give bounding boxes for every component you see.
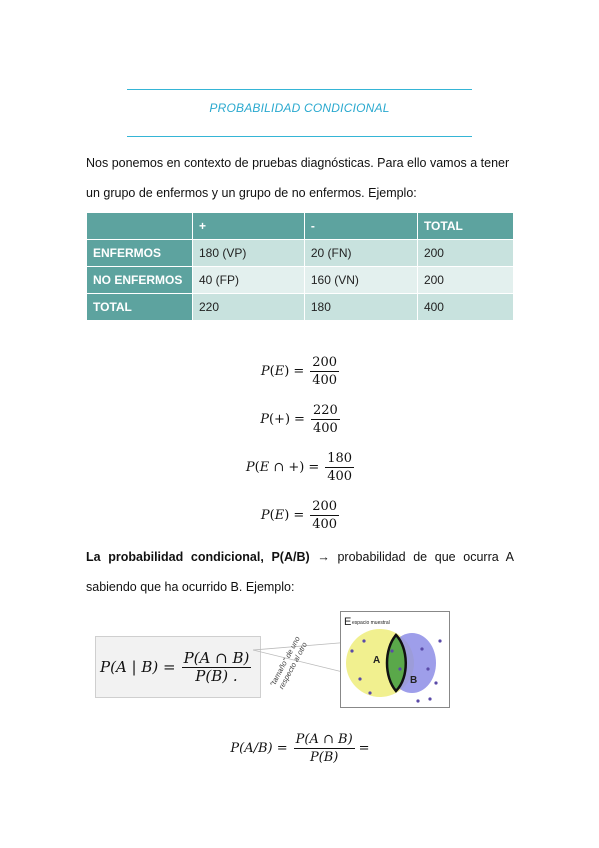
denominator: 400 — [312, 372, 338, 388]
final-denominator: P(B) — [309, 749, 339, 765]
table-cell: 180 (VP) — [193, 240, 304, 267]
table-row — [87, 267, 513, 294]
table-cell: 40 (FP) — [193, 267, 304, 294]
table-cell: 220 — [193, 294, 304, 321]
numerator: 200 — [312, 498, 338, 514]
table-row — [87, 240, 513, 267]
table-row — [87, 294, 513, 321]
size-note: "tamaño" de uno respecto al otro — [267, 634, 309, 691]
row-label: NO ENFERMOS — [87, 267, 192, 294]
venn-title-sub: espacio muestral — [352, 620, 390, 626]
bottom-rule — [127, 136, 472, 137]
row-label: ENFERMOS — [87, 240, 192, 267]
final-fraction — [294, 732, 355, 765]
table-cell: 200 — [418, 267, 513, 294]
fraction — [311, 403, 340, 436]
table-header-cell: TOTAL — [418, 213, 513, 240]
table-cell: 400 — [418, 294, 513, 321]
equation-p-e: P(E) = $\frac{200}{400}$ — [260, 354, 338, 388]
numerator: 200 — [312, 354, 338, 370]
intro-line-2: un grupo de enfermos y un grupo de no enfermos. Ejemplo: — [86, 186, 417, 200]
table-header-row — [87, 213, 513, 240]
conditional-probability-figure — [95, 608, 455, 712]
intro-line-1: Nos ponemos en contexto de pruebas diagnósticas. Para ello vamos a tener — [86, 156, 510, 170]
venn-label-a: A — [373, 655, 381, 666]
page-title: PROBABILIDAD CONDICIONAL — [209, 101, 390, 115]
fraction — [325, 451, 354, 484]
denominator: 400 — [312, 420, 338, 436]
venn-title-e: E — [344, 616, 352, 628]
fraction — [310, 499, 339, 532]
final-equation — [200, 728, 400, 768]
numerator: 220 — [312, 402, 338, 418]
equation-p-plus: P(+) = $\frac{220}{400}$ — [260, 402, 338, 436]
table-cell: 180 — [305, 294, 417, 321]
row-label: TOTAL — [87, 294, 192, 321]
final-tail: = — [358, 740, 370, 756]
table-cell: 200 — [418, 240, 513, 267]
denominator: 400 — [327, 468, 353, 484]
venn-label-b: B — [410, 675, 418, 686]
final-numerator: P(A ∩ B) — [295, 731, 353, 747]
equation-p-e-and-plus: P(E ∩ +) = $\frac{180}{400}$ — [245, 450, 353, 484]
formula-denominator: P(B) . — [195, 666, 238, 685]
intro-paragraph — [86, 148, 514, 208]
fraction — [310, 355, 339, 388]
formula-fraction — [182, 648, 252, 685]
table-header-cell: - — [305, 213, 417, 240]
formula-box — [95, 636, 261, 698]
denominator: 400 — [312, 516, 338, 532]
table-header-cell — [87, 213, 192, 240]
contingency-table — [86, 213, 514, 321]
table-header-cell: + — [193, 213, 304, 240]
top-rule — [127, 89, 472, 90]
conditional-paragraph — [86, 542, 514, 602]
table-cell: 160 (VN) — [305, 267, 417, 294]
conditional-line-2: sabiendo que ha ocurrido B. Ejemplo: — [86, 580, 295, 594]
formula-numerator: P(A ∩ B) — [183, 648, 250, 667]
numerator: 180 — [327, 450, 353, 466]
venn-diagram — [340, 611, 450, 708]
arrow-icon: → — [317, 550, 330, 564]
final-lhs: P(A/B) = — [230, 740, 288, 756]
table-cell: 20 (FN) — [305, 240, 417, 267]
conditional-line-1: La probabilidad condicional, P(A/B) → probabilidad de que ocurra A — [86, 550, 515, 564]
formula-lhs: P(A | B) = — [100, 658, 176, 676]
equation-p-e-repeat: P(E) = $\frac{200}{400}$ — [260, 498, 338, 532]
